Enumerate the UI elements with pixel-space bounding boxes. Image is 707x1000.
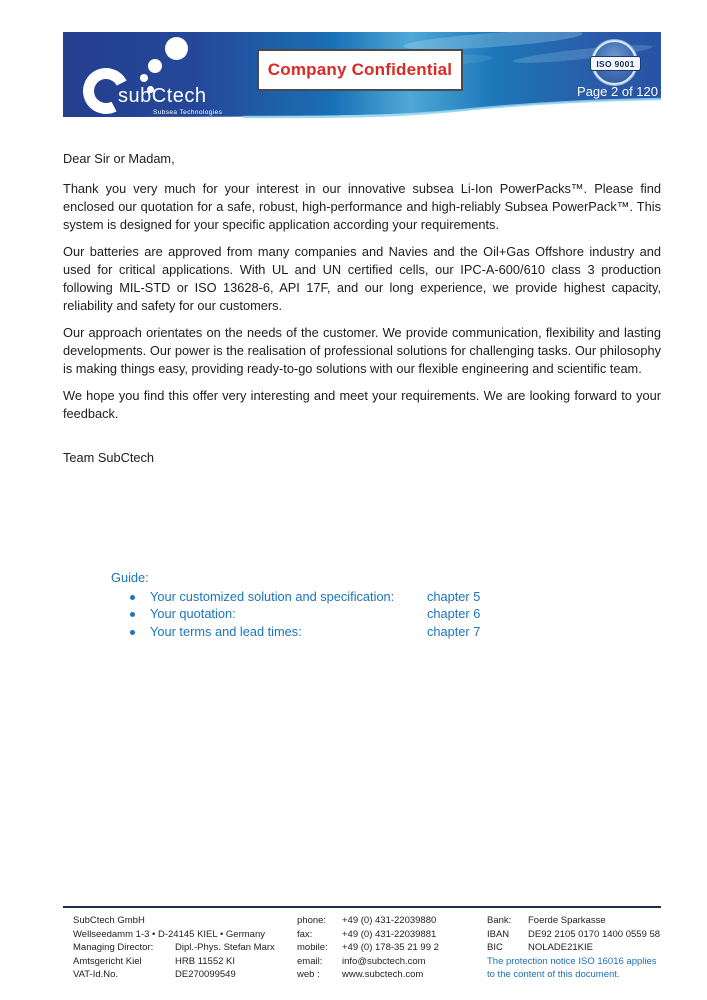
iso-badge-label: ISO 9001	[596, 58, 635, 69]
footer-contact-row	[297, 955, 487, 969]
footer-company-column	[63, 914, 297, 982]
guide-item-chapter: chapter 7	[427, 623, 481, 639]
guide-item	[111, 623, 561, 641]
footer-contact-value: +49 (0) 431-22039881	[342, 928, 437, 940]
footer-registry-row	[73, 955, 297, 969]
footer-contact-label: phone:	[297, 915, 327, 926]
footer-bank-row	[487, 941, 661, 955]
footer-bank-value: NOLADE21KIE	[528, 942, 593, 954]
salutation: Dear Sir or Madam,	[63, 151, 175, 166]
footer-registry-label: Amtsgericht Kiel	[73, 955, 142, 967]
footer-contact-row	[297, 914, 487, 928]
footer-bank-label: Bank:	[487, 915, 512, 926]
footer-web-value: www.subctech.com	[342, 969, 424, 981]
letter-body	[63, 150, 661, 476]
footer-contact-value: +49 (0) 431-22039880	[342, 915, 437, 926]
guide-item	[111, 605, 561, 623]
header-banner	[63, 32, 661, 122]
footer-bank-value: Foerde Sparkasse	[528, 915, 606, 926]
iso-badge-band	[590, 56, 641, 71]
brand-tagline: Subsea Technologies	[153, 109, 223, 116]
footer-bank-row	[487, 928, 661, 942]
guide-section	[111, 569, 561, 640]
logo-bubble-icon	[140, 74, 148, 82]
footer-contact-label: web :	[297, 969, 320, 981]
bullet-icon	[130, 623, 150, 635]
paragraph: We hope you find this offer very interesting and meet your requirements. We are looking forward to your feedback.	[63, 388, 661, 421]
footer-contact-column	[297, 914, 487, 982]
footer-bank-label: BIC	[487, 942, 503, 954]
bullet-icon	[130, 605, 150, 617]
paragraph: Our approach orientates on the needs of the customer. We provide communication, flexibility and lasting developments. Our power is the realisation of professional solutions for challenging tasks. Our philosophy is making things easy, providing ready-to-go solutions with our flexible engineering and scientific team.	[63, 325, 661, 376]
footer-contact-row	[297, 968, 487, 982]
brand-name: subCtech	[118, 85, 207, 107]
footer-bank-column	[487, 914, 661, 982]
footer-address: Wellseedamm 1-3 • D-24145 KIEL • Germany	[73, 928, 265, 940]
page-indicator: Page 2 of 120	[577, 84, 658, 99]
confidential-label: Company Confidential	[267, 60, 453, 79]
footer-contact-row	[297, 941, 487, 955]
logo-bubble-icon	[148, 59, 162, 73]
company-logo	[63, 32, 283, 122]
footer-email-value: info@subctech.com	[342, 955, 426, 967]
bullet-icon	[130, 588, 150, 600]
footer	[63, 906, 661, 982]
footer-contact-row	[297, 928, 487, 942]
footer-bank-row	[487, 914, 661, 928]
footer-registry-value: HRB 11552 KI	[175, 955, 236, 967]
guide-item-label: Your terms and lead times:	[150, 623, 302, 639]
guide-item-label: Your customized solution and specification:	[150, 588, 395, 604]
footer-contact-label: mobile:	[297, 942, 328, 954]
signoff: Team SubCtech	[63, 450, 155, 465]
footer-registry-label: VAT-Id.No.	[73, 969, 119, 981]
confidential-stamp	[257, 49, 463, 91]
guide-title: Guide:	[111, 570, 149, 585]
footer-registry-row	[73, 941, 297, 955]
footer-company-name: SubCtech GmbH	[73, 915, 145, 926]
footer-registry-value: Dipl.-Phys. Stefan Marx	[175, 942, 275, 954]
footer-registry-row	[73, 968, 297, 982]
footer-contact-value: +49 (0) 178-35 21 99 2	[342, 942, 439, 954]
guide-item	[111, 588, 561, 606]
footer-divider	[63, 906, 661, 908]
footer-registry-label: Managing Director:	[73, 942, 154, 954]
guide-item-label: Your quotation:	[150, 606, 236, 621]
logo-bubble-icon	[165, 37, 188, 60]
footer-contact-label: fax:	[297, 928, 313, 940]
guide-item-chapter: chapter 5	[427, 588, 481, 604]
footer-bank-label: IBAN	[487, 928, 510, 940]
guide-item-chapter: chapter 6	[427, 606, 481, 621]
protection-notice: The protection notice ISO 16016 applies to the content of this document.	[487, 955, 657, 981]
footer-contact-label: email:	[297, 955, 323, 967]
footer-bank-value: DE92 2105 0170 1400 0559 58	[528, 928, 661, 940]
paragraph: Our batteries are approved from many companies and Navies and the Oil+Gas Offshore industry and used for critical applications. With UL and UN certified cells, our IPC-A-600/610 class 3 production following MIL-STD or ISO 13628-6, API 17F, and our long experience, we provide highest capacity, reliability and safety for our customers.	[63, 244, 661, 313]
iso-9001-badge	[592, 40, 637, 85]
paragraph: Thank you very much for your interest in our innovative subsea Li-Ion PowerPacks™. Please find enclosed our quotation for a safe, robust, high-performance and high-reliably Subsea PowerPack™. This system is designed for your specific application according your requirements.	[63, 181, 661, 232]
footer-registry-value: DE270099549	[175, 969, 236, 981]
